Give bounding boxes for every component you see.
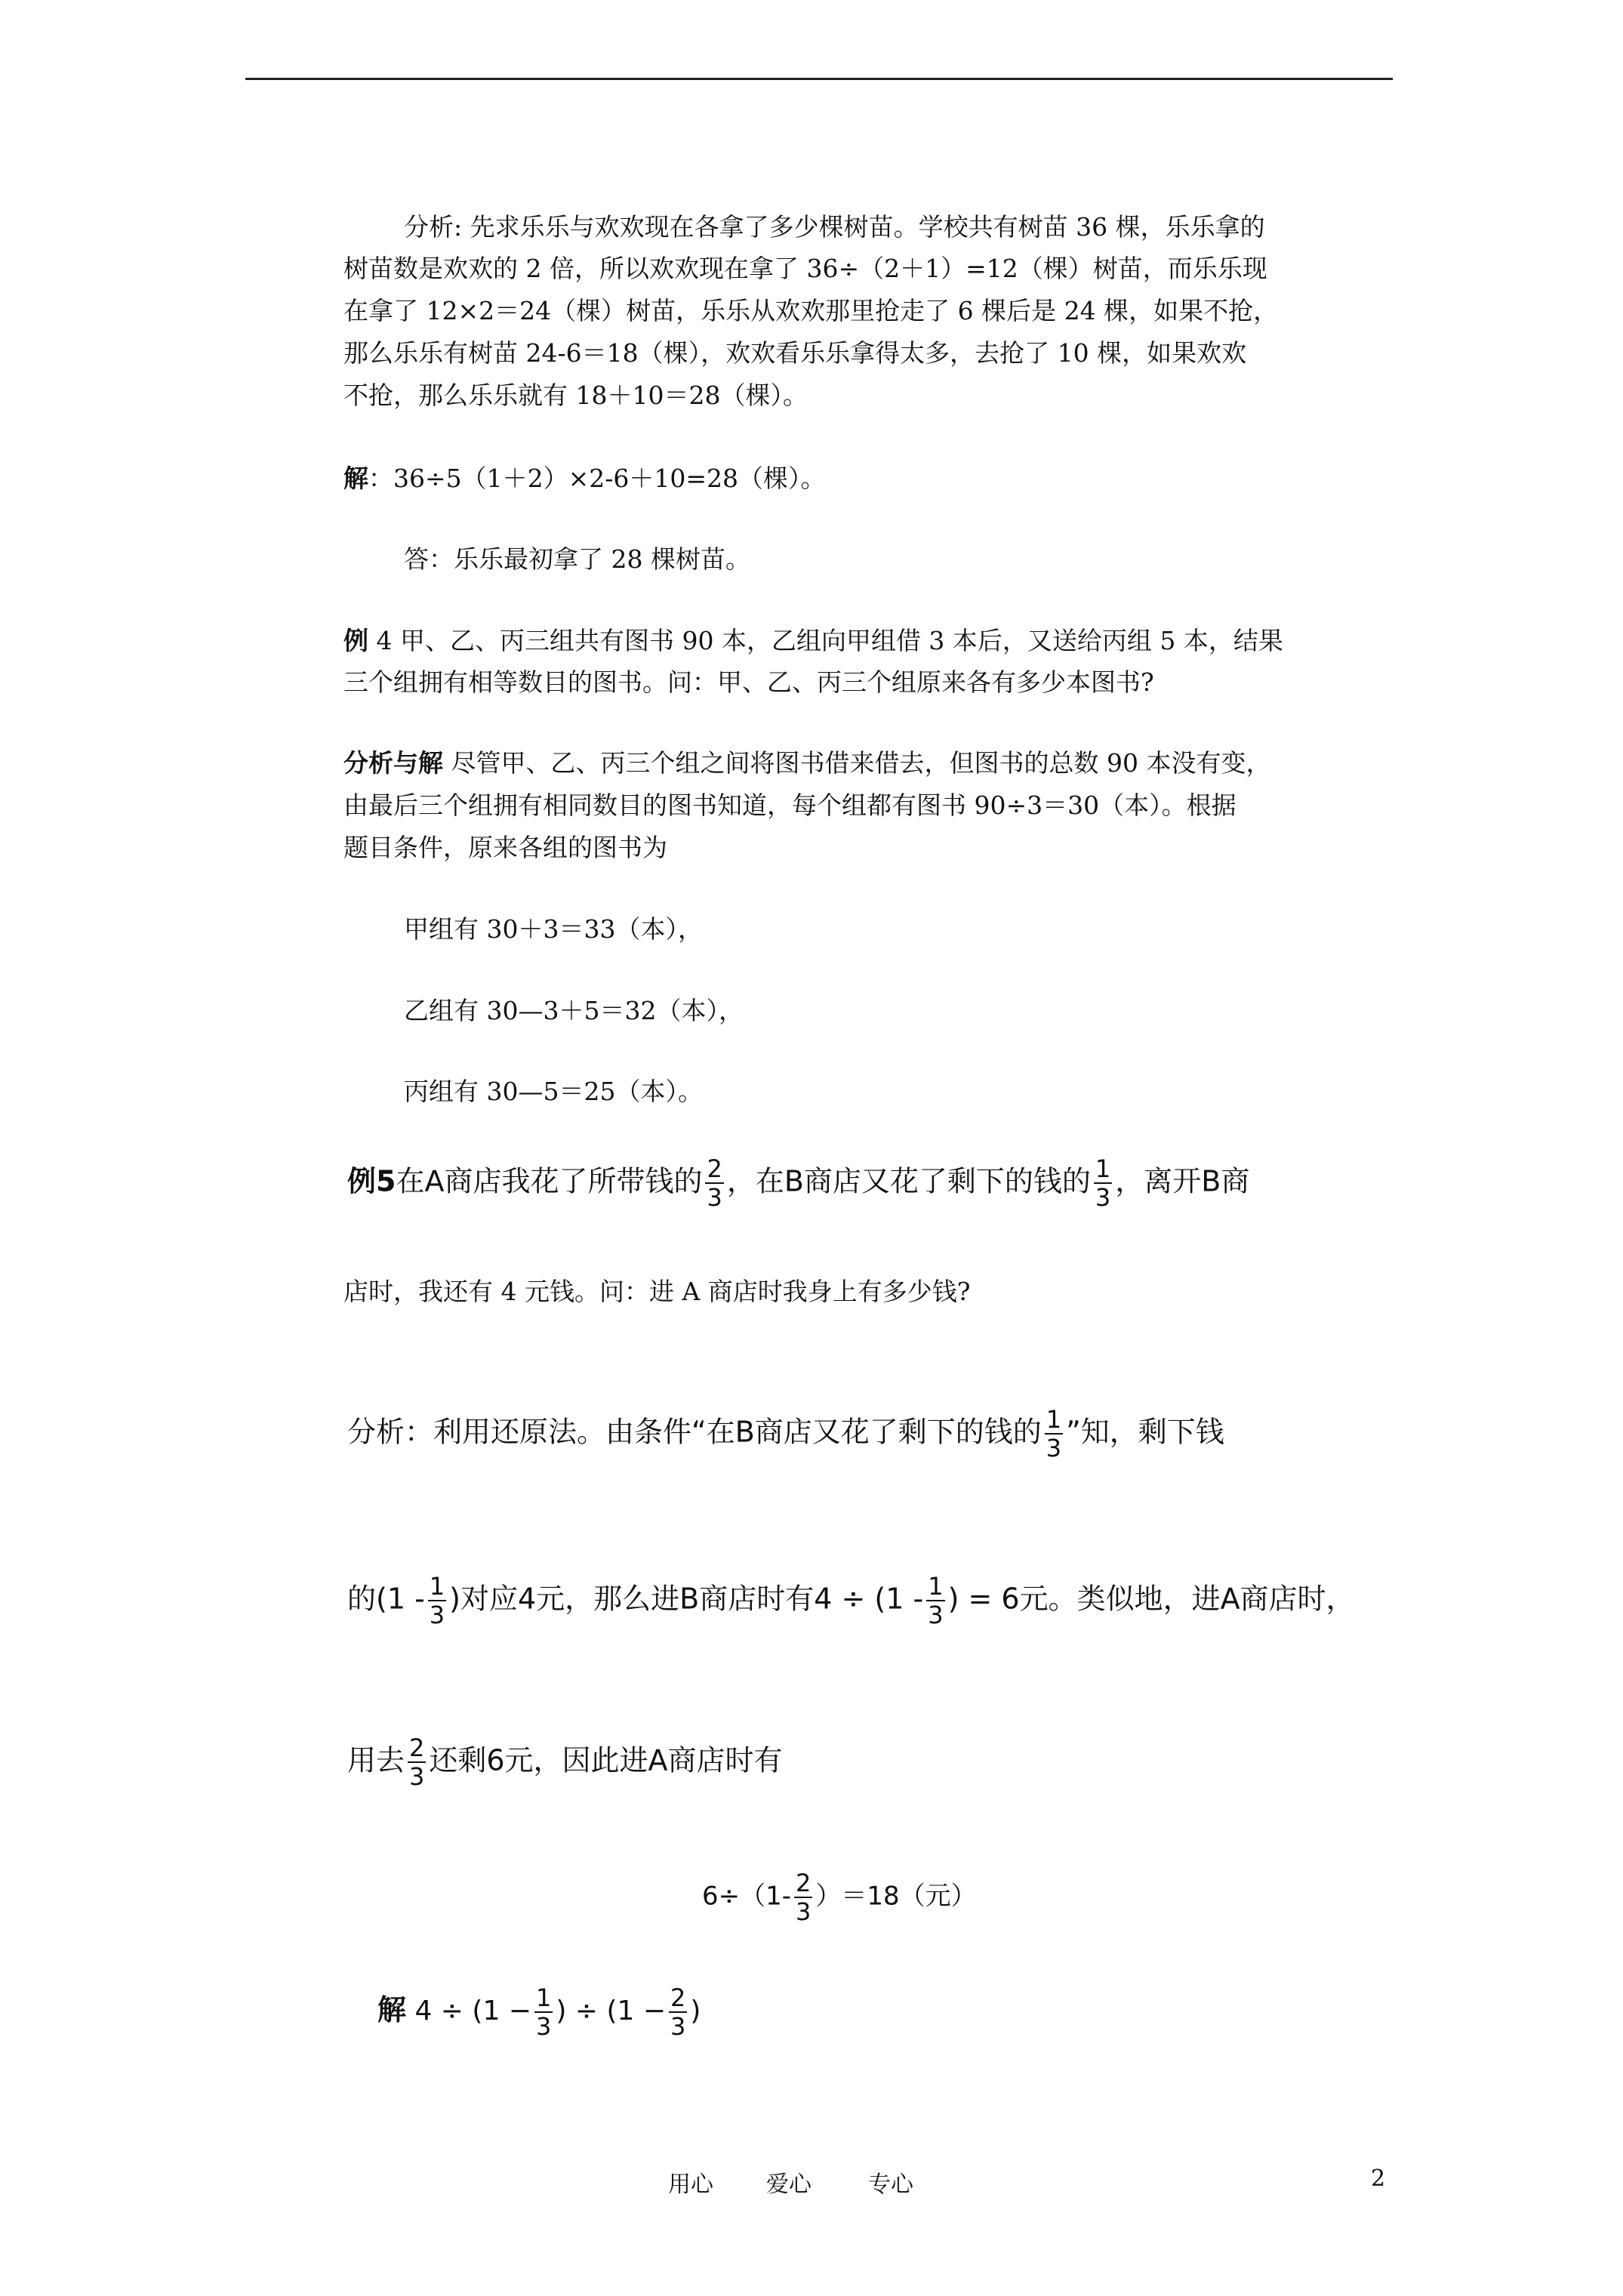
analysis4-line-3: 题目条件，原来各组的图书为 — [343, 833, 667, 862]
fraction-denominator: 3 — [928, 1601, 944, 1629]
fraction-denominator: 3 — [409, 1762, 425, 1791]
analysis4-text-1: 尽管甲、乙、丙三个组之间将图书借来借去，但图书的总数 90 本没有变， — [443, 748, 1271, 778]
fraction-1-3 — [534, 1984, 553, 2040]
fraction-numerator: 1 — [1095, 1154, 1111, 1183]
fraction-1-3 — [1094, 1155, 1112, 1211]
fraction-numerator: 2 — [670, 1983, 686, 2012]
footer-item-2: 爱心 — [766, 2171, 812, 2198]
fraction-2-3 — [705, 1155, 723, 1211]
analysis5-line-1 — [347, 1406, 1224, 1462]
example5-text-2: ，在B商店又花了剩下的钱的 — [726, 1164, 1091, 1198]
solution5-text-c: ) — [690, 1996, 701, 2026]
header-rule — [245, 78, 1393, 80]
example5-line-2: 店时，我还有 4 元钱。问：进 A 商店时我身上有多少钱? — [343, 1277, 971, 1306]
solution-label: 解 — [343, 464, 368, 493]
analysis1-line-3: 在拿了 12×2＝24（棵）树苗，乐乐从欢欢那里抢走了 6 棵后是 24 棵，如果不抢， — [343, 296, 1279, 325]
example4-line-1 — [343, 621, 1283, 657]
footer-item-3: 专心 — [868, 2171, 913, 2198]
fraction-2-3 — [794, 1869, 812, 1925]
solution-5 — [377, 1984, 701, 2040]
analysis5-text-3b: 还剩6元，因此进A商店时有 — [429, 1743, 783, 1777]
analysis5-line-2 — [347, 1573, 1355, 1629]
fraction-numerator: 1 — [1046, 1405, 1062, 1434]
analysis4-line-2: 由最后三个组拥有相同数目的图书知道，每个组都有图书 90÷3＝30（本）。根据 — [343, 791, 1236, 820]
fraction-1-3 — [926, 1573, 944, 1629]
fraction-numerator: 1 — [429, 1572, 445, 1601]
solution5-text-b: ) ÷ (1 − — [556, 1996, 666, 2026]
analysis5-text-2b: )对应4元，那么进B商店时有4 ÷ (1 - — [449, 1582, 924, 1616]
fraction-1-3 — [1045, 1406, 1063, 1462]
fraction-numerator: 1 — [928, 1572, 944, 1601]
example4-line-2: 三个组拥有相等数目的图书。问：甲、乙、丙三个组原来各有多少本图书? — [343, 667, 1154, 697]
fraction-2-3 — [408, 1734, 426, 1790]
solution-1 — [343, 459, 826, 495]
analysis1-line-4: 那么乐乐有树苗 24-6＝18（棵），欢欢看乐乐拿得太多，去抢了 10 棵，如果欢欢 — [343, 338, 1247, 368]
analysis1-line-2: 树苗数是欢欢的 2 倍，所以欢欢现在拿了 36÷（2＋1）=12（棵）树苗，而乐乐现 — [343, 254, 1267, 283]
fraction-denominator: 3 — [1046, 1434, 1062, 1462]
example5-label: 例5 — [347, 1164, 396, 1198]
analysis1-line-1: 分析: 先求乐乐与欢欢现在各拿了多少棵树苗。学校共有树苗 36 棵，乐乐拿的 — [404, 212, 1265, 242]
analysis1-line-5: 不抢，那么乐乐就有 18＋10＝28（棵）。 — [343, 381, 808, 410]
analysis5-text-2a: 的(1 - — [347, 1582, 425, 1616]
solution-text: ：36÷5（1＋2）×2-6＋10=28（棵）。 — [368, 464, 826, 493]
page-number: 2 — [1371, 2165, 1386, 2192]
analysis5-line-3 — [347, 1734, 783, 1790]
solution5-label: 解 — [377, 1993, 407, 2026]
analysis4-label: 分析与解 — [343, 748, 443, 778]
example5-text-3: ，离开B商 — [1115, 1164, 1250, 1198]
fraction-numerator: 2 — [409, 1734, 425, 1762]
analysis5-text-3a: 用去 — [347, 1743, 405, 1777]
fraction-1-3 — [428, 1573, 446, 1629]
fraction-2-3 — [669, 1984, 687, 2040]
example5-line-1 — [347, 1155, 1249, 1211]
group-jia: 甲组有 30＋3＝33（本）， — [404, 914, 703, 944]
group-yi: 乙组有 30—3＋5＝32（本）， — [404, 996, 744, 1025]
equation-text-a: 6÷（1- — [702, 1881, 792, 1912]
answer-1: 答：乐乐最初拿了 28 棵树苗。 — [404, 544, 750, 574]
fraction-numerator: 2 — [796, 1869, 812, 1897]
example4-text-1: 4 甲、乙、丙三组共有图书 90 本，乙组向甲组借 3 本后，又送给丙组 5 本，结果 — [368, 626, 1283, 655]
analysis5-text-1a: 分析：利用还原法。由条件“在B商店又花了剩下的钱的 — [347, 1415, 1042, 1449]
analysis5-text-1b: ”知，剩下钱 — [1066, 1415, 1224, 1449]
equation-text-b: ）＝18（元） — [815, 1881, 977, 1912]
equation — [702, 1869, 977, 1925]
fraction-denominator: 3 — [429, 1601, 445, 1629]
example5-text-1: 在A商店我花了所带钱的 — [396, 1164, 703, 1198]
group-bing: 丙组有 30—5＝25（本）。 — [404, 1077, 703, 1106]
solution5-text-a: 4 ÷ (1 − — [406, 1996, 531, 2026]
fraction-denominator: 3 — [535, 2012, 552, 2041]
fraction-denominator: 3 — [670, 2012, 686, 2041]
fraction-denominator: 3 — [707, 1183, 722, 1212]
fraction-numerator: 1 — [535, 1983, 552, 2012]
fraction-denominator: 3 — [796, 1897, 812, 1926]
analysis5-text-2c: ) = 6元。类似地，进A商店时， — [947, 1582, 1355, 1616]
fraction-numerator: 2 — [707, 1154, 722, 1183]
analysis4-line-1 — [343, 744, 1270, 779]
footer-item-1: 用心 — [668, 2171, 713, 2198]
fraction-denominator: 3 — [1095, 1183, 1111, 1212]
example4-label: 例 — [343, 626, 368, 655]
